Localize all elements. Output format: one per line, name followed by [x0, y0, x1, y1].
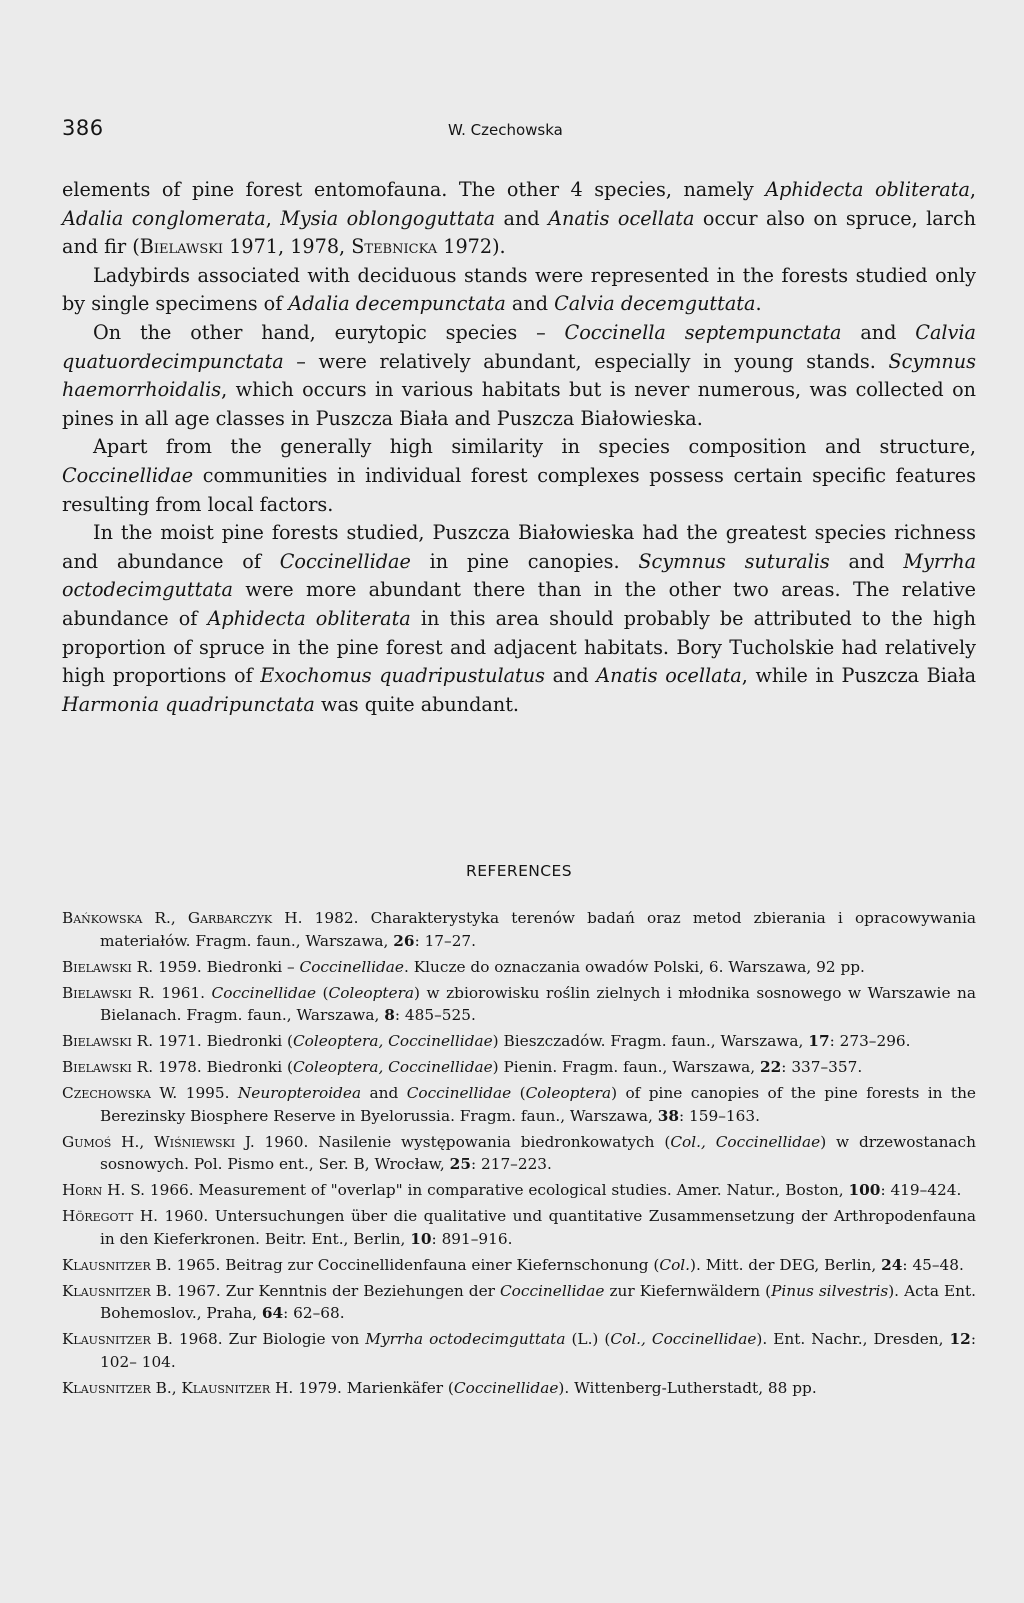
ref-author: Bielawski R. [62, 1032, 154, 1051]
reference-item: Horn H. S. 1966. Measurement of "overlap" in comparative ecological studies. Amer. Natur., Boston, 100: 419–424. [62, 1181, 962, 1200]
reference-item: Gumoś H., Wiśniewski J. 1960. Nasilenie występowania biedronkowatych (Col., Coccinellidae) w drzewostanach sosnowych. Pol. Pismo ent., Ser. B, Wrocław, 25: 217–223. [62, 1132, 976, 1174]
reference-item: Bielawski R. 1961. Coccinellidae (Coleoptera) w zbiorowisku roślin zielnych i młodnika sosnowego w Warszawie na Bielanach. Fragm. faun., Warszawa, 8: 485–525. [62, 983, 976, 1025]
paragraph-1: elements of pine forest entomofauna. The other 4 species, namely Aphidecta obliterata, Adalia conglomerata, Mysia oblongoguttata and Anatis ocellata occur also on spruce, larch and fir (Bielawski 1971, 1978, Stebnicka 1972). [62, 178, 977, 259]
ref-volume: 64 [261, 1304, 284, 1323]
reference-item: Bielawski R. 1959. Biedronki – Coccinellidae. Klucze do oznaczania owadów Polski, 6. Warszawa, 92 pp. [62, 957, 865, 976]
ref-author: Czechowska W. [62, 1084, 178, 1103]
ref-volume: 8 [384, 1006, 395, 1025]
ref-volume: 22 [760, 1058, 782, 1077]
ref-volume: 17 [808, 1032, 830, 1051]
species-name: Anatis ocellata [548, 206, 695, 230]
ref-volume: 12 [949, 1330, 971, 1349]
ref-volume: 24 [881, 1255, 903, 1274]
species-name: Coccinellidae [279, 549, 411, 573]
ref-volume: 38 [657, 1106, 680, 1125]
ref-volume: 25 [449, 1155, 471, 1174]
ref-author: Bielawski R. [62, 1058, 154, 1077]
reference-item: Klausnitzer B. 1967. Zur Kenntnis der Beziehungen der Coccinellidae zur Kiefernwäldern (Pinus silvestris). Acta Ent. Bohemoslov., Praha, 64: 62–68. [62, 1281, 976, 1323]
species-name: Coccinella septempunctata [564, 320, 842, 344]
paragraph-2: Ladybirds associated with deciduous stands were represented in the forests studied only by single specimens of Adalia decempunctata and Calvia decemguttata. [62, 263, 976, 316]
ref-author: Bielawski R. [62, 957, 154, 976]
references-heading: REFERENCES [466, 862, 572, 880]
reference-item: Czechowska W. 1995. Neuropteroidea and Coccinellidae (Coleoptera) of pine canopies of the pine forests in the Berezinsky Biosphere Reserve in Byelorussia. Fragm. faun., Warszawa, 38: 159–163. [62, 1084, 976, 1125]
paragraph-3: On the other hand, eurytopic species – Coccinella septempunctata and Calvia quatuordecimpunctata – were relatively abundant, especially in young stands. Scymnus haemorrhoidalis, which occurs in various habitats but is never numerous, was collected on pines in all age classes in Puszcza Biała and Puszcza Białowieska. [62, 320, 976, 430]
species-name: Adalia decempunctata [288, 292, 506, 316]
ref-author: Bańkowska R., Garbarczyk H. [62, 909, 303, 927]
species-name: Anatis ocellata [596, 664, 742, 688]
running-title: W. Czechowska [448, 121, 563, 139]
species-name: Calvia decemguttata [554, 292, 756, 316]
species-name: Harmonia quadripunctata [62, 692, 315, 716]
paragraph-4: Apart from the generally high similarity in species composition and structure, Coccinellidae communities in individual forest complexes possess certain specific features resulting from local factors. [62, 435, 976, 516]
species-name: Aphidecta obliterata [765, 178, 970, 201]
ref-author: Gumoś H., Wiśniewski J. [62, 1132, 255, 1151]
species-name: Myrrha octodecimguttata [62, 549, 977, 602]
page-number: 386 [62, 116, 104, 140]
page-header [62, 112, 962, 152]
ref-author: Höregott H. [62, 1207, 159, 1226]
species-name: Exochomus quadripustulatus [260, 664, 545, 688]
ref-author: Klausnitzer B., Klausnitzer H. [62, 1378, 294, 1397]
species-name: Coccinellidae [62, 463, 194, 487]
body-text [62, 176, 976, 719]
citation-author: Stebnicka [351, 235, 438, 259]
ref-volume: 100 [848, 1181, 881, 1200]
ref-author: Horn H. S. [62, 1181, 145, 1200]
species-name: Scymnus suturalis [638, 549, 830, 573]
species-name: Adalia conglomerata [62, 206, 266, 230]
reference-item: Klausnitzer B. 1968. Zur Biologie von Myrrha octodecimguttata (L.) (Col., Coccinellidae). Ent. Nachr., Dresden, 12: 102– 104. [62, 1330, 976, 1371]
species-name: Calvia quatuordecimpunctata [62, 320, 976, 373]
species-name: Aphidecta obliterata [207, 606, 411, 630]
reference-item: Bielawski R. 1978. Biedronki (Coleoptera, Coccinellidae) Pienin. Fragm. faun., Warszawa, 22: 337–357. [62, 1058, 863, 1077]
ref-author: Bielawski R. [62, 983, 155, 1002]
ref-volume: 26 [393, 931, 415, 950]
species-name: Scymnus haemorrhoidalis [62, 349, 976, 402]
ref-author: Klausnitzer B. [62, 1330, 173, 1349]
ref-author: Klausnitzer B. [62, 1281, 172, 1300]
reference-item: Bańkowska R., Garbarczyk H. 1982. Charakterystyka terenów badań oraz metod zbierania i opracowywania materiałów. Fragm. faun., Warszawa, 26: 17–27. [62, 909, 976, 950]
ref-author: Klausnitzer B. [62, 1255, 172, 1274]
references-list [62, 907, 976, 1403]
ref-volume: 10 [410, 1229, 432, 1248]
species-name: Mysia oblongoguttata [280, 206, 496, 230]
reference-item: Bielawski R. 1971. Biedronki (Coleoptera, Coccinellidae) Bieszczadów. Fragm. faun., Warszawa, 17: 273–296. [62, 1032, 911, 1051]
reference-item: Klausnitzer B., Klausnitzer H. 1979. Marienkäfer (Coccinellidae). Wittenberg-Lutherstadt, 88 pp. [62, 1378, 817, 1397]
paragraph-5: In the moist pine forests studied, Puszcza Białowieska had the greatest species richness and abundance of Coccinellidae in pine canopies. Scymnus suturalis and Myrrha octodecimguttata were more abundant there than in the other two areas. The relative abundance of Aphidecta obliterata in this area should probably be attributed to the high proportion of spruce in the pine forest and adjacent habitats. Bory Tucholskie had relatively high proportions of Exochomus quadripustulatus and Anatis ocellata, while in Puszcza Biała Harmonia quadripunctata was quite abundant. [62, 521, 977, 716]
citation-author: Bielawski [139, 235, 224, 259]
reference-item: Klausnitzer B. 1965. Beitrag zur Coccinellidenfauna einer Kiefernschonung (Col.). Mitt. der DEG, Berlin, 24: 45–48. [62, 1255, 964, 1274]
reference-item: Höregott H. 1960. Untersuchungen über die qualitative und quantitative Zusammensetzung der Arthropodenfauna in den Kieferkronen. Beitr. Ent., Berlin, 10: 891–916. [62, 1207, 977, 1248]
